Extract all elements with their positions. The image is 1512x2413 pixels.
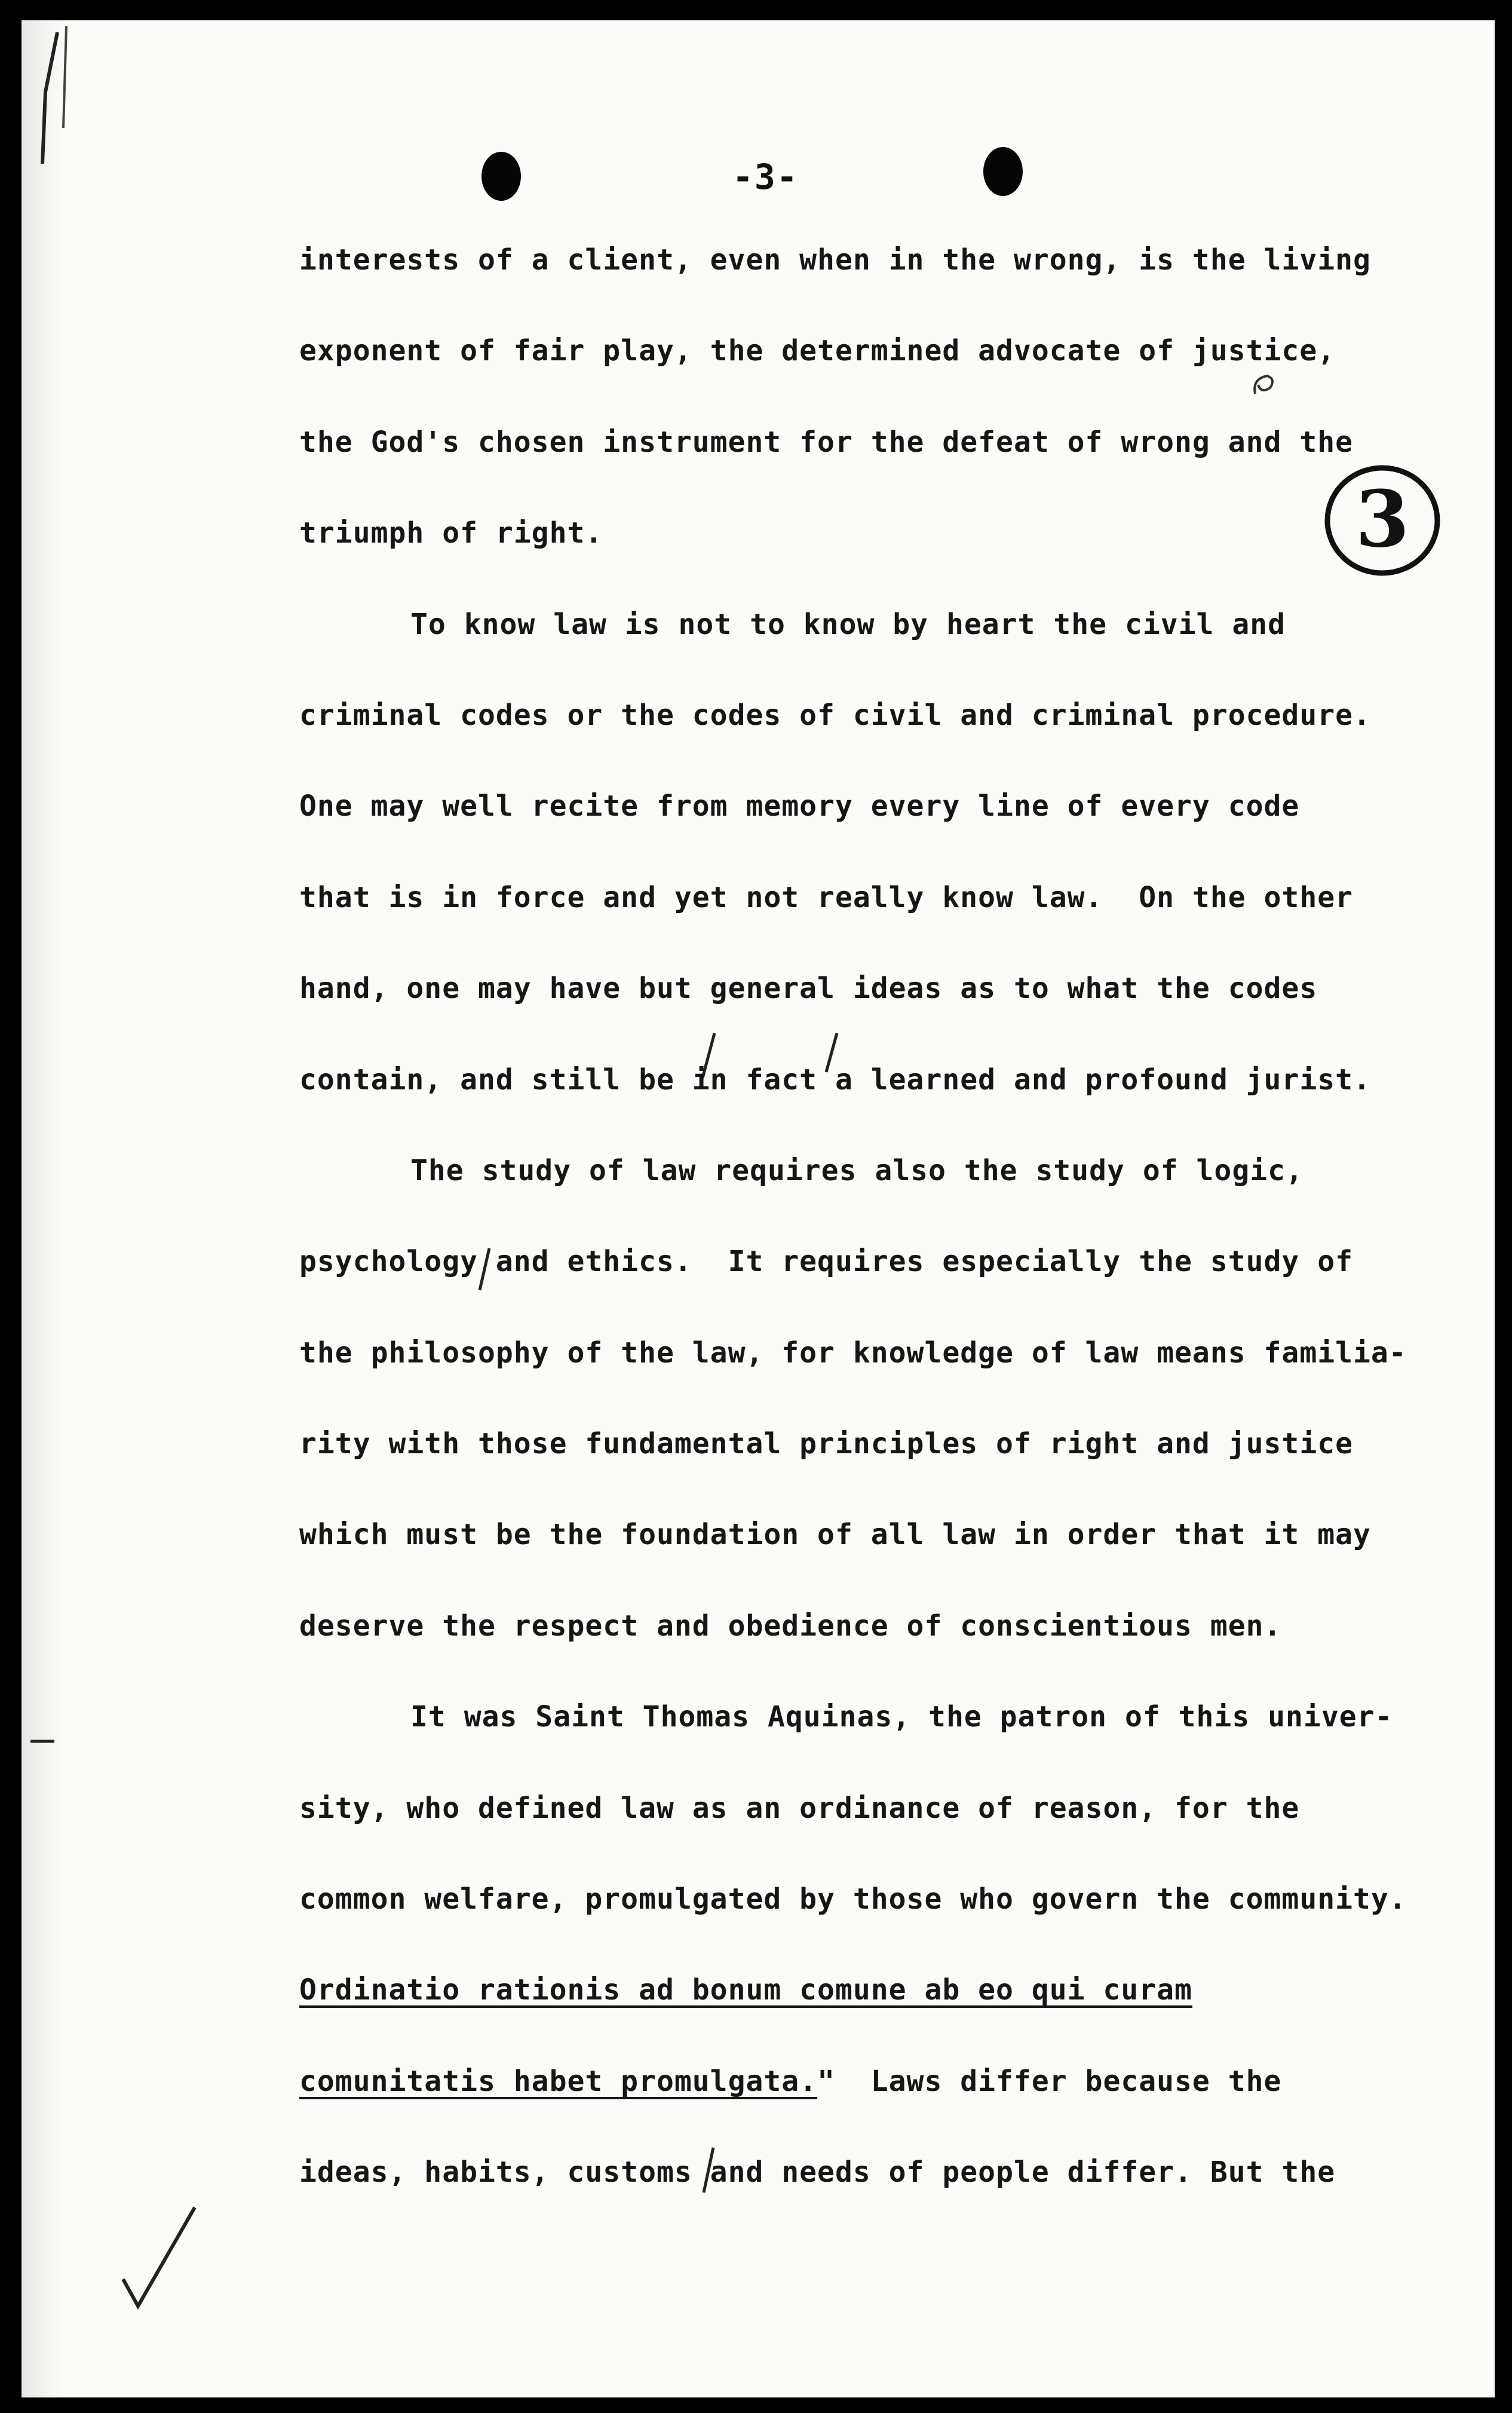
page-number: -3- bbox=[732, 157, 799, 197]
latin-quote-line-1: Ordinatio rationis ad bonum comune ab eo qui curam bbox=[299, 1973, 1192, 2007]
punch-hole-left bbox=[481, 152, 521, 201]
text-line: exponent of fair play, the determined advocate of justice, bbox=[299, 334, 1336, 368]
paragraph-1 bbox=[299, 215, 1470, 579]
paragraph-2 bbox=[299, 579, 1470, 1125]
circled-number: 3 bbox=[1355, 473, 1410, 565]
text-line: interests of a client, even when in the wrong, is the living bbox=[299, 243, 1371, 277]
text-line: ideas, habits, customs and needs of people differ. But the bbox=[299, 2155, 1336, 2190]
text-line: psychology and ethics. It requires especially the study of bbox=[299, 1245, 1354, 1279]
text-line: triumph of right. bbox=[299, 516, 603, 550]
text-line: common welfare, promulgated by those who govern the community. bbox=[299, 1882, 1407, 1916]
punch-hole-right bbox=[983, 147, 1023, 196]
document-page bbox=[22, 20, 1495, 2397]
text-line: criminal codes or the codes of civil and criminal procedure. bbox=[299, 698, 1371, 732]
text-line: the God's chosen instrument for the defeat of wrong and the bbox=[299, 425, 1354, 459]
paragraph-4 bbox=[299, 1671, 1470, 2218]
text-line: The study of law requires also the study of logic, bbox=[410, 1153, 1304, 1187]
text-line: rity with those fundamental principles of right and justice bbox=[299, 1427, 1354, 1461]
scan-edge-shadow bbox=[22, 20, 63, 2397]
text-line: deserve the respect and obedience of conscientious men. bbox=[299, 1609, 1282, 1643]
text-line: One may well recite from memory every line of every code bbox=[299, 789, 1300, 823]
text-line: sity, who defined law as an ordinance of reason, for the bbox=[299, 1791, 1300, 1825]
latin-quote-line-2: comunitatis habet promulgata. bbox=[299, 2064, 818, 2098]
text-line: hand, one may have but general ideas as to what the codes bbox=[299, 972, 1318, 1006]
text-line: that is in force and yet not really know law. On the other bbox=[299, 880, 1354, 914]
text-line: contain, and still be in fact a learned and profound jurist. bbox=[299, 1062, 1371, 1097]
torn-corner-mark bbox=[22, 20, 93, 200]
text-line: which must be the foundation of all law in order that it may bbox=[299, 1518, 1371, 1552]
text-line: To know law is not to know by heart the civil and bbox=[410, 607, 1286, 641]
checkmark bbox=[111, 2195, 207, 2315]
text-line: It was Saint Thomas Aquinas, the patron of this univer- bbox=[410, 1700, 1393, 1734]
latin-quote-line-2-container bbox=[299, 2036, 1470, 2127]
text-line: the philosophy of the law, for knowledge of law means familia- bbox=[299, 1336, 1407, 1370]
text-after-latin: " Laws differ because the bbox=[817, 2064, 1282, 2098]
body-text bbox=[299, 215, 1470, 2218]
paragraph-3 bbox=[299, 1125, 1470, 1671]
margin-dash bbox=[30, 1735, 60, 1747]
